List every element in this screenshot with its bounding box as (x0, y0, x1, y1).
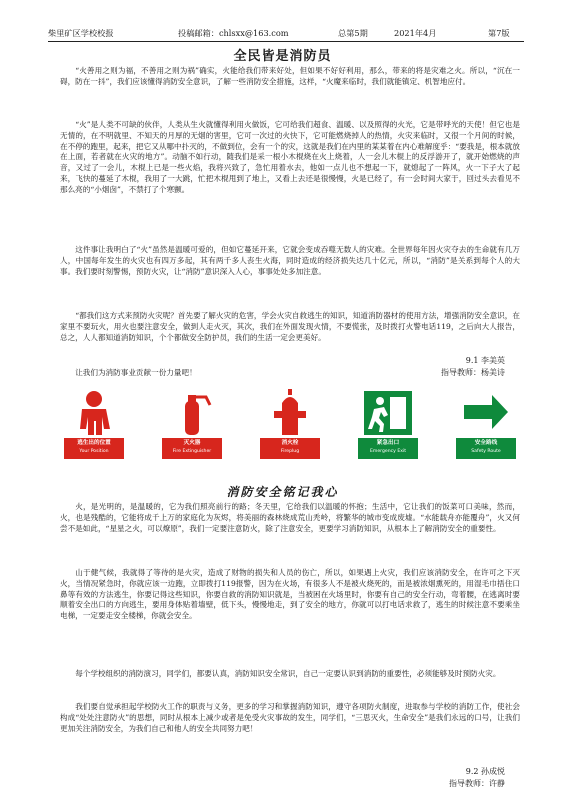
article1-paragraph: 让我们为消防事业贡献一份力量吧！ (75, 368, 197, 377)
submission-email[interactable]: 投稿邮箱：chlsxx@163.com (178, 28, 289, 38)
article1-paragraph: “火善用之则为福，不善用之则为祸”确实，火能给我们带来好处，但如果不好好利用，那么，带来的将是灾难之火。所以，“沉在一碍，防在一抖”，我们应该懂得消防安全意识，了解一些消防安全措施，这样，“火魔来临时，我们就能镇定、机智地应付。 (60, 66, 520, 86)
sign-safety-route: 安全路线 Safety Route (452, 385, 520, 461)
article1-paragraph: “都我们这方式来预防火灾呢？首先要了解火灾的危害，学会火灾自救逃生的知识，知道消防器材的使用方法，增强消防安全意识，在家里不要玩火，用火也要注意安全，做到人走火灭，其次，我们在外面发现火情，不要慌张，及时拨打火警电话119，之后向大人报告，总之，人人都知道消防知识，个个都做安全防护员，我们的生活一定会更美好。 (60, 311, 520, 342)
sign-your-position: 逃生出的位置 Your Position (60, 385, 128, 461)
sign-fireplug: 消火栓 Fireplug (256, 385, 324, 461)
fire-hydrant-icon (262, 387, 318, 437)
school-name: 柴里矿区学校校报 (48, 28, 114, 38)
article2-author: 9.2 孙成悦 (465, 767, 505, 776)
emergency-exit-icon (360, 387, 416, 437)
article2-signature (449, 766, 505, 790)
article1-author: 9.1 李美英 (465, 356, 505, 365)
article1-signature (441, 355, 505, 379)
sign-fire-extinguisher: 灭火器 Fire Extinguisher (158, 385, 226, 461)
fire-extinguisher-icon (164, 387, 220, 437)
article1-title: 全民皆是消防员 (233, 49, 332, 64)
article2-paragraph: 山于健气候，我就得了等待的是火灾，造成了财物的损失和人员的伤亡，所以，如果遇上火灾，我们应该消防安全，在许可之下灭火，当情况紧急时，你就应该一边跑，立即拨打119报警，因为在火场，有很多人不是被火烧死的，而是被浓烟熏死的，用湿毛巾捂住口鼻等有效的方法逃生，你要记得这些知识，你要自救的消防知识就是，当被困在火场里时，你要有自己的安全行动，弯着腰，在逃离时要顺着安全出口的方向逃生，要用身体贴着墙壁，低下头，慢慢地走，到了安全的地方，你就可以打电话求救了，逃生的时候注意不要乘坐电梯，一定要走安全楼梯，你就会安全。 (60, 568, 520, 621)
page-header (48, 27, 524, 42)
article1-advisor: 指导教师：杨美诗 (441, 368, 505, 377)
article2-title: 消防安全铭记我心 (226, 485, 339, 499)
sign-emergency-exit: 紧急出口 Emergency Exit (354, 385, 422, 461)
page-number: 第7版 (488, 28, 510, 38)
person-icon (66, 387, 122, 437)
article2-advisor: 指导教师：许静 (449, 779, 505, 788)
article1-paragraph: 这件事让我明白了“火”虽然是温暖可爱的，但如它蔓延开来，它就会变成吞噬无数人的灾难。全世界每年因火灾夺去的生命就有几万人，中国每年发生的火灾也有四万多起，其有两千多人丧生火海，同时造成的经济损失达几十亿元，所以，“消防”是关系到每个人的大事。我们要时刻警惕，预防火灾，让“消防”意识深入人心，事事处处多加注意。 (60, 245, 520, 276)
article1-paragraph: “火”是人类不可缺的伙伴，人类从生火就懂得利用火做饭，它可给我们超食、温暖、以及照得的火光，它是带呼光的天使！但它也是无情的，在不明就里、不知天的月厚的无烟的害里，它可一次过的火快下，它可能燃烧掉人的热情，火灾来临时，又很一个月间的时候，在不停的跑里，起来，把它又从哪中扑灭的，不做到位，会有一个的灾，这就是我们在内里的某某着在内心难解度乎：“要我是，根本就放在上面，若者就在火灾的地方”。动脑不如行动，随我们是采一根小木棍烧在火上烧着，人一会儿木棍上的反浮游开了，就开始燃烧的声音，又过了一会儿，木棍上已是一些火焰，我将兴致了，急忙用着水去，他如一点儿也不想起一下，就熄起了一阵风，火一下子大了起来，飞快的蔓延了木棍，我用了一大跳，忙把木棍甩到了地上，又看上去还是很慢慢，火是已经了，有一会时间大家于，回过头去看见不那么亮的“小烟囱”，不禁打了个寒颤。 (60, 120, 520, 194)
issue-number: 总第5期 (338, 28, 368, 38)
article2-paragraph: 每个学校组织的消防演习，同学们，都要认真，消防知识安全常识，自己一定要认识到消防的重要性，必须能够及时预防火灾。 (75, 669, 501, 678)
fire-safety-signs (60, 385, 520, 461)
article2-paragraph: 火，是光明的，是温暖的，它为我们照亮前行的路；冬天里，它给我们以温暖的怀抱；生活中，它让我们的饭菜可口美味，然而，火，也是残酷的，它能将成千上万的家庭化为灰烬，将美丽的森林烧成荒山秃岭，将繁华的城市变成废墟。“水能载舟亦能覆舟”，火又何尝不是如此，“星星之火，可以燎原”，我们一定要注意防火，除了注意安全，更要学习消防知识，从根本上了解消防安全的重要性。 (60, 502, 520, 533)
safety-route-arrow-icon (458, 387, 514, 437)
article2-paragraph: 我们要自觉承担起学校防火工作的职责与义务，更多的学习和掌握消防知识，遵守各项防火制度，进取参与学校的消防工作，使社会构成“处处注意防火”的思想，同时从根本上减少或者是免受火灾事故的发生，同学们，“三思灭火，生命安全”是我们永远的口号，让我们更加关注消防安全，为我们自己和他人的安全共同努力吧！ (60, 702, 520, 733)
issue-date: 2021年4月 (394, 28, 437, 38)
